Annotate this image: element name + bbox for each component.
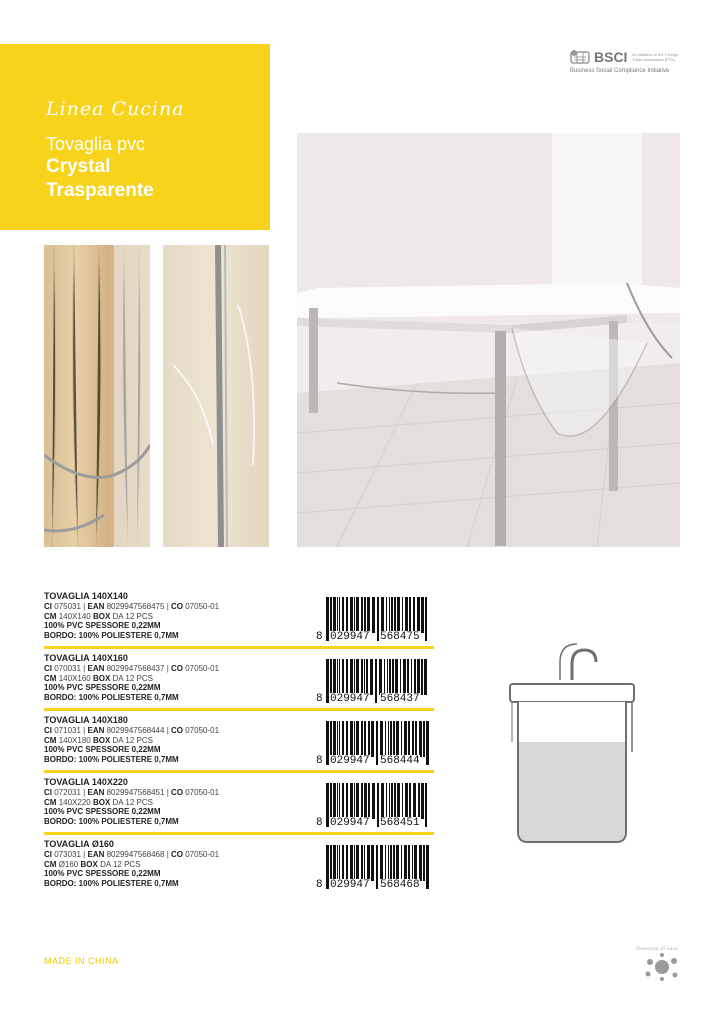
barcode-bar — [361, 783, 363, 819]
barcode-bar — [390, 845, 392, 881]
photo-table-scene — [297, 133, 680, 547]
barcode-bar — [342, 597, 344, 633]
barcode-bar — [364, 659, 365, 695]
product-material: 100% PVC SPESSORE 0,22MM — [44, 869, 161, 878]
product-title: TOVAGLIA 140X160 — [44, 653, 128, 663]
barcode-bar — [386, 783, 387, 819]
barcode-bar — [333, 721, 336, 757]
barcode-bar — [401, 845, 402, 881]
barcode-bar — [372, 783, 375, 819]
barcode-first-digit: 8 — [316, 631, 323, 643]
barcode-bar — [421, 659, 423, 695]
barcode-bar — [346, 783, 348, 819]
bsci-logo — [570, 47, 685, 79]
barcode-bar — [389, 659, 391, 695]
ean-barcode — [316, 597, 432, 647]
barcode-bar — [376, 721, 378, 765]
barcode-bar — [333, 845, 336, 881]
barcode-bar — [342, 721, 344, 757]
barcode-bar — [337, 597, 338, 633]
barcode-bar — [393, 845, 395, 881]
barcode-bar — [370, 659, 373, 695]
product-entry — [44, 839, 434, 891]
product-size: CM 140X140 BOX DA 12 PCS — [44, 611, 153, 621]
product-border: BORDO: 100% POLIESTERE 0,7MM — [44, 630, 179, 640]
barcode-left-digits: 029947 — [330, 817, 370, 829]
product-material: 100% PVC SPESSORE 0,22MM — [44, 807, 161, 816]
barcode-bar — [411, 659, 412, 695]
barcode-bar — [368, 721, 370, 757]
product-title: TOVAGLIA Ø160 — [44, 839, 114, 849]
barcode-right-digits: 568468 — [380, 879, 420, 891]
barcode-bar — [364, 597, 366, 633]
ean-barcode — [316, 721, 432, 771]
barcode-bar — [426, 845, 429, 889]
product-type-title: Tovaglia pvc — [46, 134, 146, 154]
barcode-bar — [356, 659, 359, 695]
barcode-bar — [342, 783, 344, 819]
barcode-bar — [337, 845, 338, 881]
barcode-bar — [380, 845, 383, 881]
barcode-bar — [337, 783, 338, 819]
brand-logo — [636, 942, 684, 982]
barcode-bar — [415, 721, 417, 757]
barcode-bar — [419, 845, 422, 881]
barcode-bar — [342, 659, 344, 695]
product-codes: CI 075031 | EAN 8029947568475 | CO 07050-01 — [44, 602, 220, 611]
barcode-bar — [367, 845, 370, 881]
barcode-bar — [372, 597, 375, 633]
product-material: 100% PVC SPESSORE 0,22MM — [44, 683, 161, 692]
barcode-bar — [326, 845, 329, 889]
barcode-bar — [417, 659, 420, 695]
barcode-bar — [379, 659, 382, 695]
barcode-right-digits: 568475 — [380, 631, 420, 643]
barcode-bar — [330, 659, 332, 695]
barcode-bar — [346, 597, 348, 633]
barcode-bar — [354, 783, 355, 819]
barcode-bar — [389, 597, 390, 633]
barcode-bar — [393, 721, 395, 757]
barcode-bar — [425, 597, 427, 641]
barcode-bar — [418, 783, 420, 819]
barcode-bar — [339, 721, 340, 757]
photo-wood-closeup — [44, 245, 150, 547]
barcode-bar — [401, 721, 402, 757]
barcode-bar — [377, 597, 379, 641]
product-size: CM 140X180 BOX DA 12 PCS — [44, 735, 153, 745]
hero-banner — [0, 44, 270, 230]
barcode-bar — [425, 783, 427, 827]
barcode-bar — [330, 783, 332, 819]
hanger-bag-icon — [502, 642, 642, 847]
barcode-bar — [397, 783, 400, 819]
product-codes: CI 071031 | EAN 8029947568444 | CO 07050-01 — [44, 726, 220, 735]
barcode-bar — [413, 597, 415, 633]
product-divider — [44, 832, 434, 835]
packaging-illustration — [502, 642, 642, 847]
barcode-bar — [339, 659, 340, 695]
barcode-bar — [402, 783, 403, 819]
barcode-left-digits: 029947 — [330, 693, 370, 705]
barcode-bar — [350, 721, 353, 757]
barcode-bar — [333, 597, 336, 633]
barcode-bar — [389, 783, 390, 819]
barcode-bar — [326, 597, 329, 641]
product-divider — [44, 770, 434, 773]
product-border: BORDO: 100% POLIESTERE 0,7MM — [44, 692, 179, 702]
barcode-bar — [423, 721, 425, 757]
barcode-right-digits: 568444 — [380, 755, 420, 767]
barcode-bar — [388, 845, 389, 881]
barcode-bar — [385, 721, 386, 757]
product-codes: CI 070031 | EAN 8029947568437 | CO 07050-01 — [44, 664, 220, 673]
barcode-bar — [426, 721, 429, 765]
barcode-bar — [375, 659, 377, 703]
product-title: TOVAGLIA 140X220 — [44, 777, 128, 787]
barcode-bar — [346, 721, 348, 757]
barcode-bar — [388, 721, 389, 757]
barcode-first-digit: 8 — [316, 817, 323, 829]
barcode-bar — [339, 845, 340, 881]
barcode-bar — [350, 845, 353, 881]
barcode-bar — [350, 659, 353, 695]
product-border: BORDO: 100% POLIESTERE 0,7MM — [44, 754, 179, 764]
barcode-bar — [377, 783, 379, 827]
barcode-bar — [421, 597, 424, 633]
barcode-bar — [391, 783, 393, 819]
barcode-bar — [371, 721, 374, 757]
product-size: CM 140X160 BOX DA 12 PCS — [44, 673, 153, 683]
bsci-name: BSCI — [594, 49, 628, 65]
barcode-bar — [364, 845, 365, 881]
barcode-left-digits: 029947 — [330, 879, 370, 891]
product-variant-title: Trasparente — [46, 180, 154, 201]
product-entry — [44, 715, 434, 767]
barcode-bar — [414, 659, 416, 695]
barcode-bar — [396, 845, 399, 881]
barcode-bar — [330, 597, 332, 633]
product-border: BORDO: 100% POLIESTERE 0,7MM — [44, 878, 179, 888]
product-divider — [44, 708, 434, 711]
barcode-first-digit: 8 — [316, 693, 323, 705]
barcode-bar — [391, 597, 393, 633]
barcode-bar — [350, 783, 353, 819]
barcode-bar — [407, 659, 409, 695]
barcode-bar — [394, 597, 396, 633]
barcode-bar — [368, 783, 370, 819]
barcode-bar — [364, 721, 366, 757]
barcode-bar — [356, 783, 359, 819]
barcode-bar — [326, 721, 329, 765]
barcode-bar — [337, 659, 338, 695]
barcode-bar — [409, 597, 411, 633]
barcode-bar — [326, 659, 329, 703]
barcode-bar — [330, 721, 332, 757]
barcode-bar — [356, 597, 359, 633]
product-size: CM Ø160 BOX DA 12 PCS — [44, 859, 141, 869]
barcode-bar — [408, 721, 410, 757]
barcode-bar — [424, 659, 427, 695]
barcode-bar — [409, 783, 411, 819]
brand-logo-text: Dolcezza di casa — [636, 946, 678, 952]
product-entry — [44, 777, 434, 829]
product-entry — [44, 591, 434, 643]
barcode-bar — [371, 845, 374, 881]
product-codes: CI 073031 | EAN 8029947568468 | CO 07050-01 — [44, 850, 220, 859]
barcode-bar — [354, 597, 355, 633]
ean-barcode — [316, 783, 432, 833]
barcode-bar — [356, 721, 359, 757]
barcode-bar — [380, 721, 383, 757]
product-material: 100% PVC SPESSORE 0,22MM — [44, 621, 161, 630]
barcode-bar — [354, 659, 355, 695]
ean-barcode — [316, 659, 432, 709]
product-size: CM 140X220 BOX DA 12 PCS — [44, 797, 153, 807]
barcode-bar — [390, 721, 392, 757]
product-border: BORDO: 100% POLIESTERE 0,7MM — [44, 816, 179, 826]
product-codes: CI 072031 | EAN 8029947568451 | CO 07050-01 — [44, 788, 220, 797]
barcode-bar — [400, 659, 401, 695]
barcode-bar — [405, 597, 408, 633]
barcode-bar — [412, 721, 414, 757]
barcode-bar — [367, 597, 370, 633]
barcode-left-digits: 029947 — [330, 755, 370, 767]
barcode-bar — [387, 659, 388, 695]
barcode-bar — [414, 845, 417, 881]
barcode-bar — [326, 783, 329, 827]
barcode-bar — [342, 845, 344, 881]
barcode-bar — [397, 597, 400, 633]
product-divider — [44, 646, 434, 649]
bsci-mark-icon — [570, 49, 592, 65]
barcode-bar — [404, 845, 407, 881]
barcode-bar — [350, 597, 353, 633]
barcode-bar — [361, 721, 363, 757]
product-name-title: Crystal — [46, 156, 111, 177]
barcode-bar — [404, 721, 407, 757]
photo-edge-closeup — [163, 245, 269, 547]
origin-label: MADE IN CHINA — [44, 956, 119, 966]
barcode-bar — [354, 845, 355, 881]
barcode-right-digits: 568451 — [380, 817, 420, 829]
product-title: TOVAGLIA 140X140 — [44, 591, 128, 601]
barcode-bar — [408, 845, 410, 881]
barcode-bar — [381, 783, 384, 819]
barcode-bar — [417, 597, 420, 633]
barcode-bar — [423, 845, 425, 881]
barcode-bar — [403, 659, 406, 695]
ean-barcode — [316, 845, 432, 895]
product-title: TOVAGLIA 140X180 — [44, 715, 128, 725]
barcode-bar — [337, 721, 338, 757]
barcode-bar — [354, 721, 355, 757]
barcode-bar — [413, 783, 416, 819]
barcode-bar — [366, 659, 368, 695]
barcode-bar — [364, 783, 367, 819]
barcode-bar — [376, 845, 378, 889]
bsci-initiative-note: An initiative of the Foreign Trade Association (FTA) — [632, 52, 679, 62]
barcode-bar — [394, 783, 396, 819]
barcode-bar — [330, 845, 332, 881]
barcode-bar — [385, 845, 386, 881]
barcode-bar — [346, 845, 348, 881]
barcode-bar — [361, 597, 363, 633]
barcode-right-digits: 568437 — [380, 693, 420, 705]
barcode-bar — [333, 783, 336, 819]
sun-splash-logo-icon — [642, 952, 682, 982]
barcode-bar — [361, 659, 363, 695]
barcode-bar — [346, 659, 348, 695]
barcode-bar — [395, 659, 398, 695]
barcode-bar — [361, 845, 363, 881]
barcode-bar — [384, 659, 385, 695]
barcode-first-digit: 8 — [316, 879, 323, 891]
barcode-bar — [421, 783, 424, 819]
barcode-bar — [339, 597, 340, 633]
barcode-bar — [419, 721, 422, 757]
barcode-left-digits: 029947 — [330, 631, 370, 643]
barcode-bar — [396, 721, 399, 757]
barcode-bar — [405, 783, 408, 819]
barcode-first-digit: 8 — [316, 755, 323, 767]
collection-script-title: Linea Cucina — [46, 98, 185, 120]
product-material: 100% PVC SPESSORE 0,22MM — [44, 745, 161, 754]
bsci-subtitle: Business Social Compliance Initiative — [570, 68, 670, 74]
barcode-bar — [402, 597, 403, 633]
barcode-bar — [356, 845, 359, 881]
barcode-bar — [333, 659, 336, 695]
barcode-bar — [339, 783, 340, 819]
barcode-bar — [381, 597, 384, 633]
barcode-bar — [386, 597, 387, 633]
barcode-bar — [392, 659, 394, 695]
barcode-bar — [412, 845, 413, 881]
product-entry — [44, 653, 434, 705]
